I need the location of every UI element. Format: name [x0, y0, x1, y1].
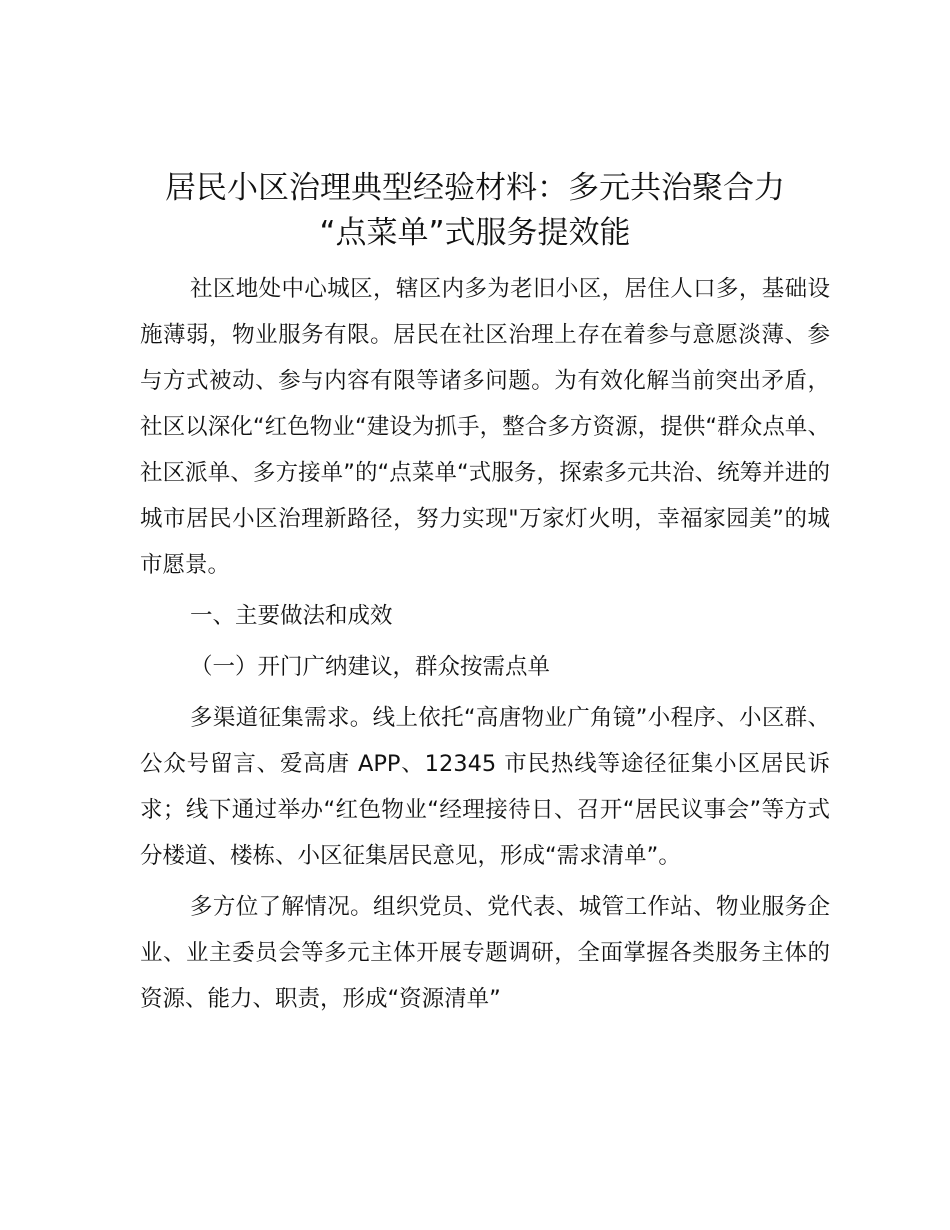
subsection-heading: （一）开门广纳建议，群众按需点单: [190, 654, 551, 680]
document-title-line-2: “点菜单”式服务提效能: [319, 215, 631, 251]
paragraph-situation-survey: 多方位了解情况。组织党员、党代表、城管工作站、物业服务企业、业主委员会等多元主体开展专题调研，全面掌握各类服务主体的资源、能力、职责，形成“资源清单”: [140, 894, 830, 1012]
document-body: [140, 266, 830, 1022]
paragraph-intro: 社区地处中心城区，辖区内多为老旧小区，居住人口多，基础设施薄弱，物业服务有限。居民在社区治理上存在着参与意愿淡薄、参与方式被动、参与内容有限等诸多问题。为有效化解当前突出矛盾，社区以深化“红色物业“建设为抓手，整合多方资源，提供“群众点单、社区派单、多方接单”的“点菜单“式服务，探索多元共治、统筹并进的城市居民小区治理新路径，努力实现"万家灯火明，幸福家园美”的城市愿景。: [140, 276, 830, 578]
paragraph-demand-collection: 多渠道征集需求。线上依托“高唐物业广角镜”小程序、小区群、公众号留言、爱高唐 APP、12345 市民热线等途径征集小区居民诉求；线下通过举办“红色物业“经理接待日、召开“居民议事会”等方式分楼道、楼栋、小区征集居民意见，形成“需求清单”。: [140, 705, 830, 869]
section-heading: 一、主要做法和成效: [190, 603, 393, 629]
document-title-line-1: 居民小区治理典型经验材料：多元共治聚合力: [165, 170, 785, 206]
